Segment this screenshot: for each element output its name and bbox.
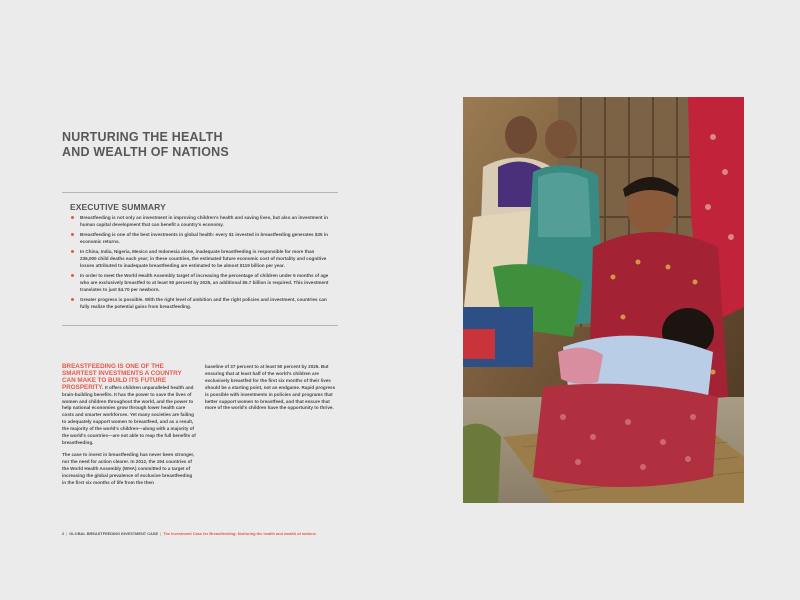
footer-right-text: The Investment Case for Breastfeeding: Nurturing the health and wealth of nations — [163, 531, 316, 536]
executive-summary-heading: EXECUTIVE SUMMARY — [70, 202, 166, 212]
page-number: 2 — [62, 531, 65, 536]
title-line-2: AND WEALTH OF NATIONS — [62, 144, 229, 159]
list-item: In order to meet the World Health Assembly target of increasing the percentage of children under 6 months of age who are exclusively breastfed to at least 50 percent by 2025, an additional $5.7 billion is required. This investment translates to just $4.70 per newborn. — [70, 272, 332, 293]
title-line-1: NURTURING THE HEALTH — [62, 130, 223, 144]
footer — [62, 531, 316, 536]
body-paragraph-3: baseline of 37 percent to at least 50 percent by 2025. But ensuring that at least half of the world's children are exclusively breastfed for the first six months of their lives should be a starting point, not an endgame. Rapid progress is possible with investments in policies and programs that better support women to breastfeed, and that ensure that more of the world's children have the opportunity to thrive. — [205, 364, 336, 411]
lead-sentence: BREASTFEEDING IS ONE OF THE SMARTEST INVESTMENTS A COUNTRY CAN MAKE TO BUILD ITS FUTURE PROSPERITY. — [62, 363, 182, 391]
footer-left-text: GLOBAL BREASTFEEDING INVESTMENT CASE — [69, 531, 159, 536]
list-item: In China, India, Nigeria, Mexico and Indonesia alone, inadequate breastfeeding is responsible for more than 236,000 child deaths each year; in these countries, the estimated future economic cost of mortality and cognitive losses attributed to inadequate breastfeeding are estimated to be almost $119 billion per year. — [70, 248, 332, 269]
list-item: Greater progress is possible. With the right level of ambition and the right policies and investment, countries can fully realize the potential gains from breastfeeding. — [70, 296, 332, 310]
page-title — [62, 130, 322, 159]
body-column-right — [205, 364, 338, 418]
body-paragraph-1-text: It offers children unparalleled health and brain-building benefits. It has the power to save the lives of women and children throughout the world, and the power to help national economies grow through lower health care costs and smarter workforces. Yet many societies are failing to adequately support women to breastfeed, and as a result, the majority of the world's children—along with a majority of the world's countries—are not able to reap the full benefits of breastfeeding. — [62, 384, 196, 445]
bullet-icon — [71, 250, 74, 253]
bullet-icon — [71, 233, 74, 236]
divider-top — [62, 192, 338, 193]
photo-mother-breastfeeding — [463, 97, 744, 503]
body-paragraph-1 — [62, 364, 196, 447]
body-paragraph-2: The case to invest in breastfeeding has never been stronger, nor the need for action clearer. In 2012, the 194 countries of the World Health Assembly (WHA) committed to a target of increasing the global prevalence of exclusive breastfeeding in the first six months of life from the then — [62, 452, 195, 485]
bullet-icon — [71, 298, 74, 301]
list-item: Breastfeeding is not only an investment in improving children's health and saving lives, but also an investment in human capital development that can benefit a country's economy. — [70, 214, 332, 228]
list-item: Breastfeeding is one of the best investments in global health: every $1 invested in breastfeeding generates $35 in economic returns. — [70, 231, 332, 245]
executive-summary-list — [70, 214, 332, 313]
divider-bottom — [62, 325, 338, 326]
footer-separator: | — [160, 531, 162, 536]
footer-separator: | — [66, 531, 68, 536]
body-column-left — [62, 364, 196, 492]
bullet-icon — [71, 274, 74, 277]
bullet-icon — [71, 216, 74, 219]
